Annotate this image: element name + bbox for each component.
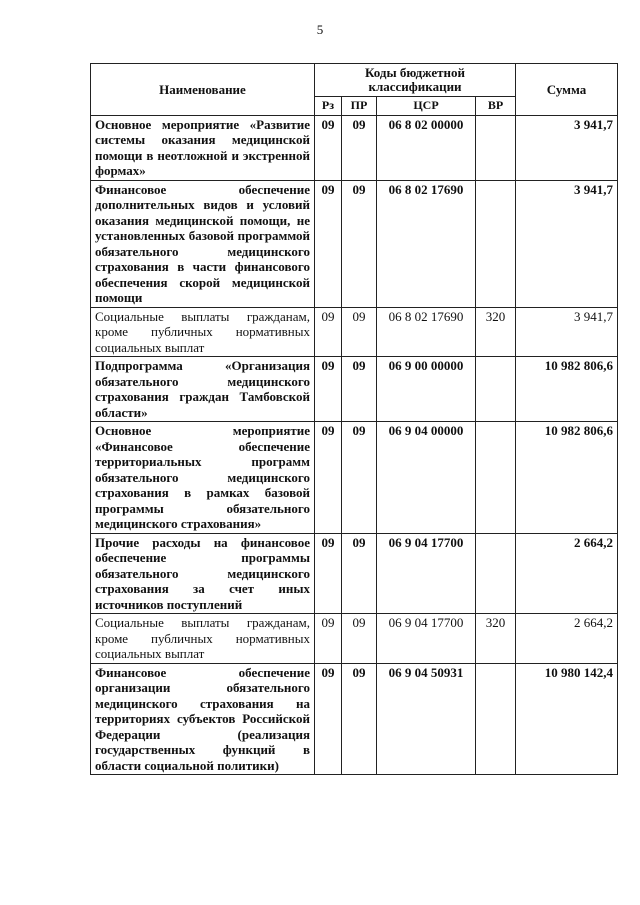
row-rz: 09 [315, 307, 342, 357]
table-row [91, 614, 618, 664]
budget-table [90, 63, 618, 775]
row-vr [476, 663, 516, 775]
row-sum: 10 980 142,4 [516, 663, 618, 775]
row-pr: 09 [342, 614, 377, 664]
row-pr: 09 [342, 663, 377, 775]
table-row [91, 180, 618, 307]
row-csr: 06 9 04 17700 [377, 533, 476, 614]
header-rz: Рз [315, 97, 342, 116]
header-vr: ВР [476, 97, 516, 116]
row-sum: 10 982 806,6 [516, 422, 618, 534]
row-rz: 09 [315, 614, 342, 664]
row-rz: 09 [315, 357, 342, 422]
header-sum: Сумма [516, 64, 618, 116]
table-row [91, 533, 618, 614]
row-sum: 3 941,7 [516, 180, 618, 307]
row-sum: 3 941,7 [516, 307, 618, 357]
row-rz: 09 [315, 422, 342, 534]
page-number: 5 [316, 22, 324, 37]
row-vr: 320 [476, 614, 516, 664]
row-vr [476, 357, 516, 422]
row-csr: 06 8 02 17690 [377, 307, 476, 357]
header-csr: ЦСР [377, 97, 476, 116]
row-pr: 09 [342, 357, 377, 422]
table-row [91, 307, 618, 357]
table-row [91, 115, 618, 180]
row-rz: 09 [315, 663, 342, 775]
row-rz: 09 [315, 115, 342, 180]
row-sum: 2 664,2 [516, 614, 618, 664]
row-vr [476, 115, 516, 180]
row-vr [476, 533, 516, 614]
row-name: Основное мероприятие «Финансовое обеспечение территориальных программ обязательного медицинского страхования в рамках базовой программы обязательного медицинского страхования» [91, 422, 315, 534]
row-pr: 09 [342, 180, 377, 307]
row-name: Прочие расходы на финансовое обеспечение программы обязательного медицинского страхования за счет иных источников поступлений [91, 533, 315, 614]
table-row [91, 422, 618, 534]
row-rz: 09 [315, 533, 342, 614]
row-sum: 3 941,7 [516, 115, 618, 180]
header-pr: ПР [342, 97, 377, 116]
row-pr: 09 [342, 115, 377, 180]
row-rz: 09 [315, 180, 342, 307]
row-name: Финансовое обеспечение организации обязательного медицинского страхования на территориях субъектов Российской Федерации (реализация государственных функций в области социальной политики) [91, 663, 315, 775]
row-sum: 2 664,2 [516, 533, 618, 614]
row-name: Социальные выплаты гражданам, кроме публичных нормативных социальных выплат [91, 307, 315, 357]
row-vr: 320 [476, 307, 516, 357]
row-csr: 06 9 00 00000 [377, 357, 476, 422]
row-name: Финансовое обеспечение дополнительных видов и условий оказания медицинской помощи, не установленных базовой программой обязательного медицинского страхования в части финансового обеспечения скорой медицинской помощи [91, 180, 315, 307]
header-codes: Коды бюджетной классификации [315, 64, 516, 97]
table-body [91, 115, 618, 775]
row-pr: 09 [342, 533, 377, 614]
header-name: Наименование [91, 64, 315, 116]
row-csr: 06 8 02 00000 [377, 115, 476, 180]
row-vr [476, 180, 516, 307]
row-pr: 09 [342, 307, 377, 357]
row-sum: 10 982 806,6 [516, 357, 618, 422]
row-vr [476, 422, 516, 534]
row-csr: 06 9 04 50931 [377, 663, 476, 775]
row-name: Подпрограмма «Организация обязательного медицинского страхования граждан Тамбовской области» [91, 357, 315, 422]
row-pr: 09 [342, 422, 377, 534]
row-csr: 06 8 02 17690 [377, 180, 476, 307]
row-csr: 06 9 04 17700 [377, 614, 476, 664]
table-row [91, 663, 618, 775]
row-name: Основное мероприятие «Развитие системы оказания медицинской помощи в неотложной и экстренной формах» [91, 115, 315, 180]
row-csr: 06 9 04 00000 [377, 422, 476, 534]
row-name: Социальные выплаты гражданам, кроме публичных нормативных социальных выплат [91, 614, 315, 664]
table-row [91, 357, 618, 422]
